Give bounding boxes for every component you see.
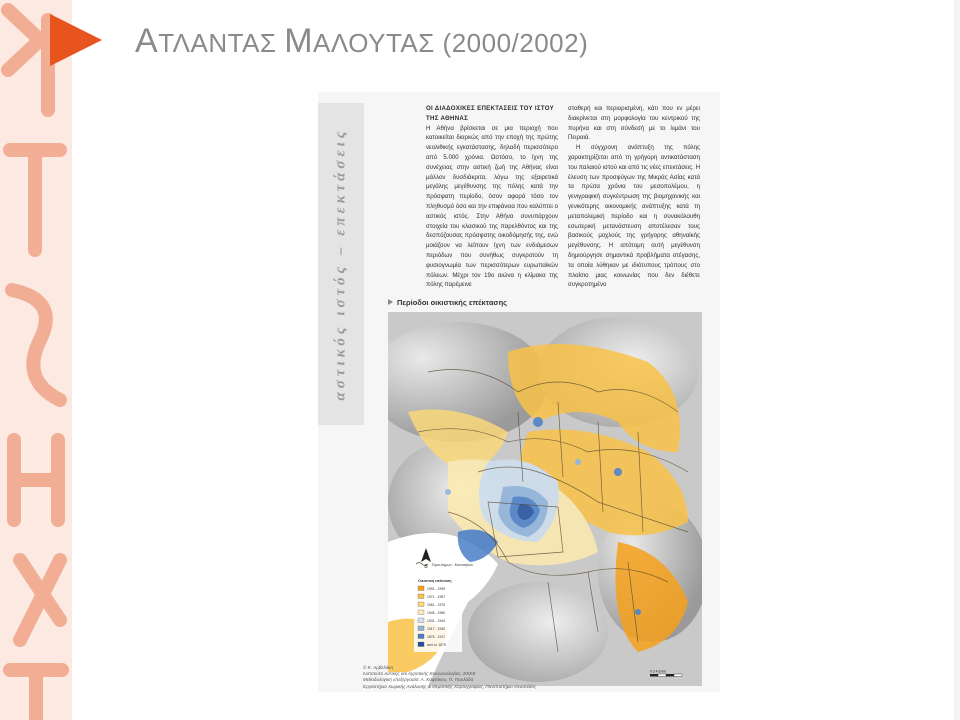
- zone-spot: [445, 489, 451, 495]
- scale-segment: [666, 674, 674, 677]
- spine-label-text: αστικός ιστός – επεκτάσεις: [332, 127, 349, 401]
- scale-label: 0 2 4 6 km: [650, 669, 666, 674]
- article-heading-line-1: ΟΙ ΔΙΑΔΟΧΙΚΕΣ ΕΠΕΚΤΑΣΕΙΣ ΤΟΥ ΙΣΤΟΥ: [426, 105, 555, 112]
- article-column-1: [426, 104, 558, 290]
- legend-label: από το 1875: [427, 643, 446, 647]
- legend-swatch: [418, 586, 424, 591]
- slide-title: ΑΤΛΑΝΤΑΣ ΜΑΛΟΥΤΑΣ (2000/2002): [135, 22, 589, 60]
- legend-swatch: [418, 626, 424, 631]
- scale-segment: [650, 674, 658, 677]
- map-caption: Περίοδοι οικιστικής επέκτασης: [388, 298, 507, 307]
- credit-line: Ινστιτούτο Αστικής και Αγροτικής Κοινωνιολογίας, ΕΚΚΕ: [363, 671, 476, 677]
- map-svg: [388, 312, 702, 686]
- legend-label: 1961 - 1970: [427, 603, 446, 607]
- article-paragraph: Η σύγχρονη ανάπτυξη της πόλης χαρακτηρίζεται από τη γρήγορη αντικατάσταση του παλαιού ιστού και από τις νέες επεκτάσεις. Η έλευση των προσφύγων της Μικράς Ασίας κατά τα πρώτα χρόνια του μεσοπολέμου, η γενιγραφική συγκέντρωση της βιομηχανικής και γενικότερης οικονομικής ανάπτυξης κατά τη μεταπολεμική περίοδο και η συνακόλουθη εσωτερική μετανάστευση αποτέλεσαν τους βασικούς μοχλούς της γρήγορης αθηναϊκής μεγέθυνσης. Η απότομη αυτή μεγέθυνση δημιούργησε σημαντικά προβλήματα στέγασης, τα οποία λύθηκαν με ιδιότυπους τρόπους στο πλαίσιο μιας κοινωνίας που δεν διέθετε συγκροτημένο: [568, 144, 700, 289]
- caption-triangle-icon: [388, 299, 393, 305]
- legend-title: Οικιστική επέκταση: [418, 579, 452, 583]
- article-text: [426, 104, 700, 294]
- legend-swatch: [418, 610, 424, 615]
- legend-swatch: [418, 642, 424, 647]
- play-arrow-icon: [50, 14, 102, 66]
- legend-label: 1945 - 1960: [427, 611, 446, 615]
- legend-label: 1991 - 1999: [427, 587, 446, 591]
- scale-segment: [658, 674, 666, 677]
- spine-label: [318, 103, 364, 425]
- article-column-2: [568, 104, 700, 290]
- zone-spot: [614, 468, 622, 476]
- decorative-left-band: [0, 0, 72, 720]
- scale-segment: [674, 674, 682, 677]
- credit-line: Εργαστήριο Χωρικής Ανάλυσης & Θεματικής Χαρτογραφίας, Πανεπιστήμιο Θεσσαλίας: [363, 683, 537, 689]
- north-label: Β: [424, 564, 428, 570]
- article-paragraph: σταθερή και περιορισμένη, κάτι που εν μέρει διακρίνεται στη μορφολογία του κεντρικού της πυρήνα και στη σύνδεσή με το λιμάνι του Πειραιά.: [568, 105, 700, 142]
- article-heading-line-2: ΤΗΣ ΑΘΗΝΑΣ: [426, 114, 469, 122]
- legend-label: 1917 - 1930: [427, 627, 446, 631]
- zone-spot: [575, 459, 581, 465]
- legend-label: 1931 - 1944: [427, 619, 446, 623]
- credit-line: Μεθοδολογική επεξεργασία: Α. Καφτάκου, Π. Πουλάδα: [363, 677, 474, 683]
- article-paragraph: Η Αθήνα βρίσκεται σε μια περιοχή που κατοικείται διαρκώς από την εποχή της πρώτης νεολιθικής εγκατάστασης, δηλαδή περισσότερο από 5.000 χρόνια. Ωστόσο, το ίχνη της συνέχειας στην αστική ζωή της Αθήνας είναι μάλλον δυσδιάκριτα, λόγω της εξαιρετικά μεγάλης μεγέθυνσης της πόλης κατά την πρόσφατη περίοδο, όσον αφορά τόσο τον πληθυσμό όσο και την επιφάνεια που καλύπτει ο αστικός ιστός. Στην Αθήνα συνυπάρχουν στοιχεία του κλασικού της παρελθόντος και της δεσπόζουσας πρόσφατης οικοδόμησής της, ενώ μοιάζουν να λείπουν ίχνη των ενδιάμεσων περιόδων που συνήθως συγκροτούν τη φυσιογνωμία των περισσότερων ευρωπαϊκών πόλεων. Μέχρι τον 19ο αιώνα η κλίμακα της πόλης παρέμεινε: [426, 124, 558, 289]
- legend-label: 1875 - 1917: [427, 635, 446, 639]
- credit-line: © Κ. Αρβελάκη: [363, 665, 394, 670]
- map-credits: [363, 665, 536, 690]
- legend-swatch: [418, 618, 424, 623]
- decorative-letter-pattern: [0, 0, 72, 720]
- zone-spot: [635, 609, 641, 615]
- legend-label: 1971 - 1987: [427, 595, 446, 599]
- zone-spot: [533, 417, 543, 427]
- legend-swatch: [418, 634, 424, 639]
- decorative-right-band: [954, 0, 960, 720]
- urban-expansion-map: [388, 312, 702, 686]
- boundary-legend-label: Όρια Δήμων - Κοινοτήτων: [432, 563, 474, 567]
- legend-swatch: [418, 594, 424, 599]
- legend-swatch: [418, 602, 424, 607]
